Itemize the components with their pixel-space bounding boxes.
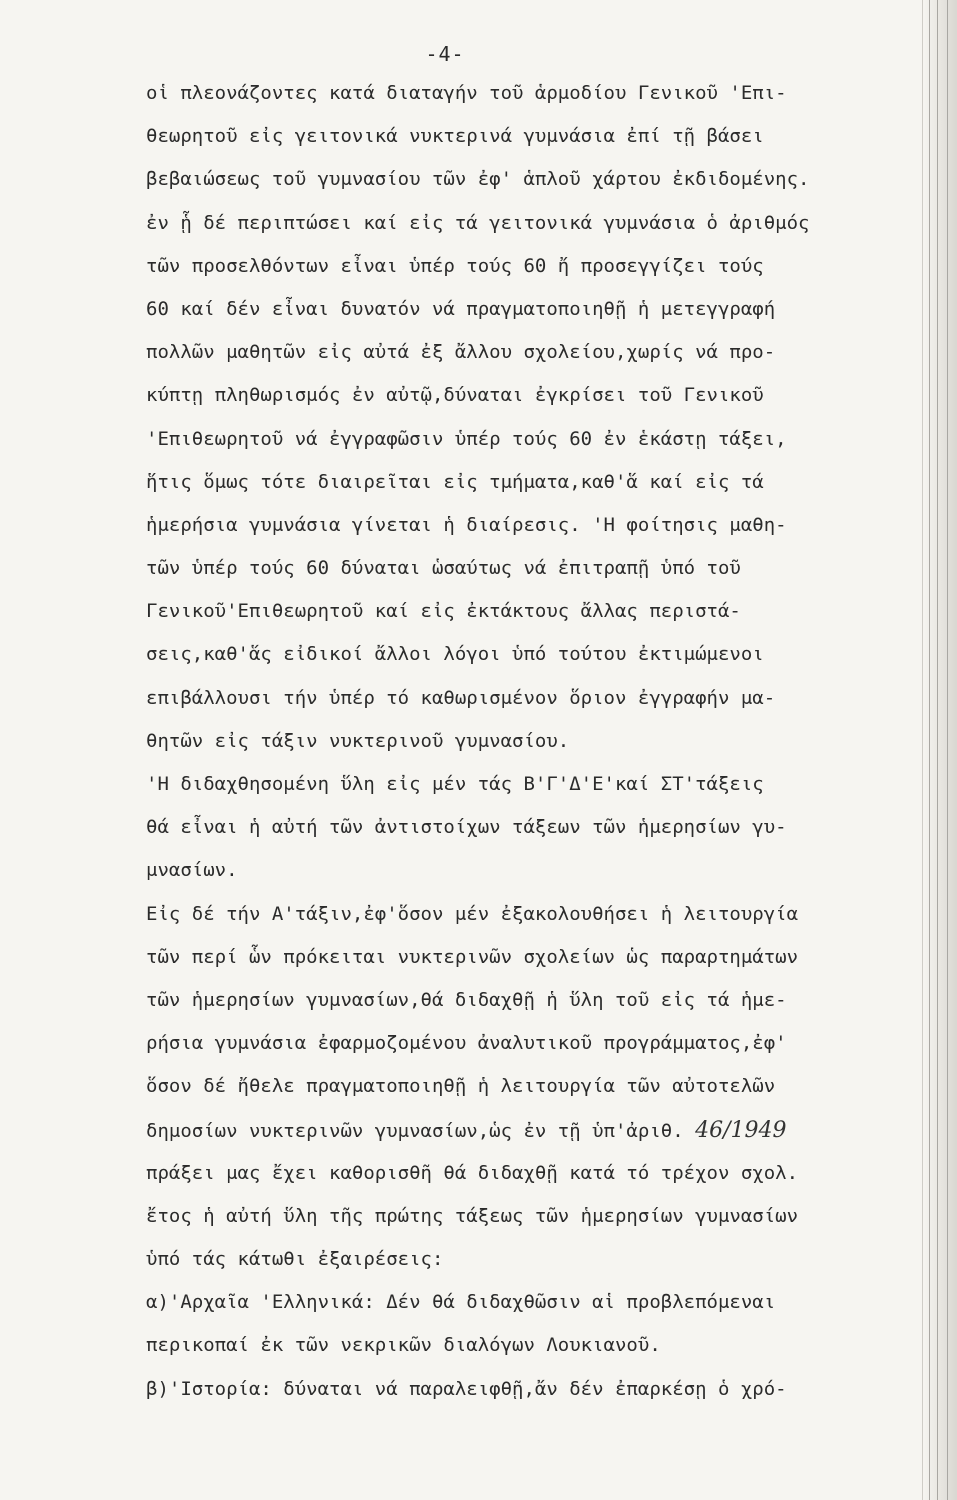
text-segment: δημοσίων νυκτερινῶν γυμνασίων,ὡς ἐν τῇ ὑπ'ἀριθ. [146, 1119, 684, 1142]
text-line: ὅσον δέ ἤθελε πραγματοποιηθῇ ἡ λειτουργία τῶν αὐτοτελῶν [146, 1075, 776, 1098]
text-line: θεωρητοῦ εἰς γειτονικά νυκτερινά γυμνάσια ἐπί τῇ βάσει [146, 125, 764, 148]
text-line: θητῶν εἰς τάξιν νυκτερινοῦ γυμνασίου. [146, 729, 570, 752]
text-line: τῶν ὑπέρ τούς 60 δύναται ὡσαύτως νά ἐπιτραπῇ ὑπό τοῦ [146, 557, 741, 580]
text-line: μνασίων. [146, 859, 238, 882]
text-line: περικοπαί ἐκ τῶν νεκρικῶν διαλόγων Λουκιανοῦ. [146, 1334, 661, 1357]
text-line: 60 καί δέν εἶναι δυνατόν νά πραγματοποιηθῇ ἡ μετεγγραφή [146, 297, 776, 320]
handwritten-reference: 46/1949 [695, 1117, 787, 1143]
edge-line [947, 0, 948, 1500]
text-line: πράξει μας ἔχει καθορισθῆ θά διδαχθῇ κατά τό τρέχον σχολ. [146, 1161, 799, 1184]
text-line: βεβαιώσεως τοῦ γυμνασίου τῶν ἐφ' ἁπλοῦ χάρτου ἐκδιδομένης. [146, 168, 810, 191]
text-line: ρήσια γυμνάσια ἐφαρμοζομένου ἀναλυτικοῦ προγράμματος,ἐφ' [146, 1032, 787, 1055]
text-line: ἐν ᾗ δέ περιπτώσει καί εἰς τά γειτονικά γυμνάσια ὁ ἀριθμός [146, 211, 810, 234]
text-line: ὑπό τάς κάτωθι ἐξαιρέσεις: [146, 1248, 444, 1271]
text-line: ἥτις ὅμως τότε διαιρεῖται εἰς τμήματα,καθ'ἅ καί εἰς τά [146, 470, 764, 493]
text-line: 'Η διδαχθησομένη ὕλη εἰς μέν τάς Β'Γ'Δ'Ε'καί ΣΤ'τάξεις [146, 773, 764, 795]
page-binding-edge [922, 0, 957, 1500]
text-line: ἡμερήσια γυμνάσια γίνεται ἡ διαίρεσις. 'Η φοίτησις μαθη- [146, 513, 787, 536]
typewritten-body [146, 72, 906, 1411]
text-line: τῶν προσελθόντων εἶναι ὑπέρ τούς 60 ἤ προσεγγίζει τούς [146, 254, 764, 277]
text-line: β)'Ιστορία: δύναται νά παραλειφθῇ,ἄν δέν ἐπαρκέσῃ ὁ χρό- [146, 1377, 787, 1400]
text-line: κύπτῃ πληθωρισμός ἐν αὐτῷ,δύναται ἐγκρίσει τοῦ Γενικοῦ [146, 384, 764, 407]
text-line: τῶν περί ὧν πρόκειται νυκτερινῶν σχολείων ὡς παραρτημάτων [146, 945, 799, 968]
edge-line [937, 0, 938, 1500]
text-line: Γενικοῦ'Επιθεωρητοῦ καί εἰς ἐκτάκτους ἄλλας περιστά- [146, 600, 741, 623]
text-line: πολλῶν μαθητῶν εἰς αὐτά ἐξ ἄλλου σχολείου,χωρίς νά προ- [146, 341, 776, 364]
text-line: τῶν ἡμερησίων γυμνασίων,θά διδαχθῇ ἡ ὕλη τοῦ εἰς τά ἡμε- [146, 988, 787, 1011]
text-line: 'Επιθεωρητοῦ νά ἐγγραφῶσιν ὑπέρ τούς 60 ἐν ἑκάστῃ τάξει, [146, 427, 787, 450]
text-line: σεις,καθ'ἅς εἰδικοί ἄλλοι λόγοι ὑπό τούτου ἐκτιμώμενοι [146, 643, 764, 666]
text-line-with-handwriting [146, 1109, 906, 1152]
page-number: -4- [425, 42, 465, 66]
edge-line [929, 0, 930, 1500]
text-line: α)'Αρχαῖα 'Ελληνικά: Δέν θά διδαχθῶσιν αἱ προβλεπόμεναι [146, 1291, 776, 1314]
text-line: οἱ πλεονάζοντες κατά διαταγήν τοῦ ἁρμοδίου Γενικοῦ 'Επι- [146, 82, 787, 104]
text-line: θά εἶναι ἡ αὐτή τῶν ἀντιστοίχων τάξεων τῶν ἡμερησίων γυ- [146, 816, 787, 839]
text-line: ἔτος ἡ αὐτή ὕλη τῆς πρώτης τάξεως τῶν ἡμερησίων γυμνασίων [146, 1204, 799, 1227]
text-line: Εἰς δέ τήν Α'τάξιν,ἐφ'ὅσον μέν ἐξακολουθήσει ἡ λειτουργία [146, 902, 799, 925]
text-line: επιβάλλουσι τήν ὑπέρ τό καθωρισμένον ὅριον ἐγγραφήν μα- [146, 686, 776, 709]
